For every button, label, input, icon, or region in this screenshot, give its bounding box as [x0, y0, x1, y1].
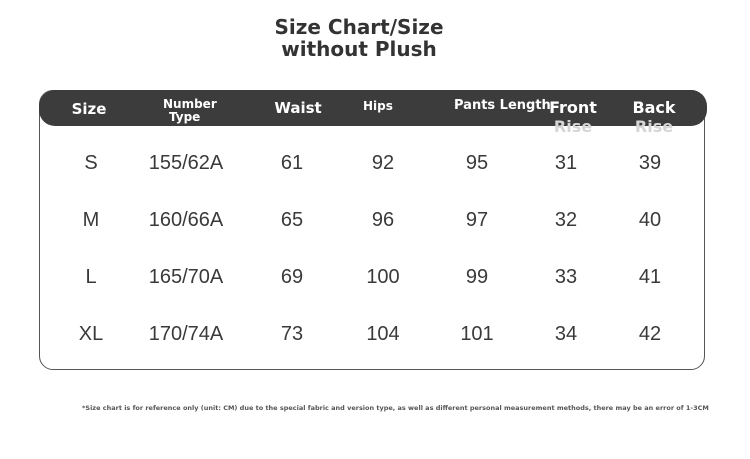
header-back-rise-line-2: Rise: [634, 117, 674, 136]
header-front-rise-line-2: Rise: [553, 117, 593, 136]
header-pants-length: Pants Length: [454, 98, 551, 113]
cell-waist: 73: [280, 323, 304, 345]
cell-number-type: 165/70A: [148, 266, 224, 288]
cell-size: S: [84, 152, 98, 174]
table-row: [0, 262, 750, 292]
table-row: [0, 205, 750, 235]
cell-size: L: [85, 266, 97, 288]
cell-hips: 100: [366, 266, 400, 288]
cell-hips: 104: [366, 323, 400, 345]
page-title-line-2: without Plush: [281, 37, 437, 61]
cell-pants-length: 95: [465, 152, 489, 174]
cell-hips: 92: [371, 152, 395, 174]
cell-front-rise: 33: [554, 266, 578, 288]
cell-front-rise: 34: [554, 323, 578, 345]
cell-pants-length: 99: [465, 266, 489, 288]
cell-waist: 65: [280, 209, 304, 231]
footnote: *Size chart is for reference only (unit: CM) due to the special fabric and version type, as well as different personal measurement methods, there may be an error of 1-3CM: [82, 404, 709, 412]
page-title-line-1: Size Chart/Size: [274, 15, 444, 39]
cell-back-rise: 39: [638, 152, 662, 174]
cell-size: M: [82, 209, 100, 231]
header-front-rise: [540, 98, 606, 136]
cell-front-rise: 32: [554, 209, 578, 231]
cell-waist: 61: [280, 152, 304, 174]
header-waist: Waist: [274, 99, 322, 117]
cell-pants-length: 101: [460, 323, 494, 345]
header-front-rise-line-1: Front: [549, 98, 597, 117]
table-row: [0, 148, 750, 178]
cell-back-rise: 41: [638, 266, 662, 288]
header-hips: Hips: [363, 99, 393, 113]
cell-number-type: 155/62A: [148, 152, 224, 174]
header-number-type-line-1: Number: [163, 97, 217, 111]
cell-hips: 96: [371, 209, 395, 231]
header-number-type: [163, 98, 227, 124]
cell-back-rise: 40: [638, 209, 662, 231]
cell-number-type: 170/74A: [148, 323, 224, 345]
cell-number-type: 160/66A: [148, 209, 224, 231]
header-back-rise: [622, 98, 686, 136]
cell-front-rise: 31: [554, 152, 578, 174]
cell-pants-length: 97: [465, 209, 489, 231]
header-size: Size: [71, 100, 107, 118]
table-row: [0, 319, 750, 349]
header-number-type-line-2: Type: [169, 110, 201, 124]
cell-waist: 69: [280, 266, 304, 288]
cell-back-rise: 42: [638, 323, 662, 345]
header-back-rise-line-1: Back: [632, 98, 676, 117]
cell-size: XL: [78, 323, 104, 345]
